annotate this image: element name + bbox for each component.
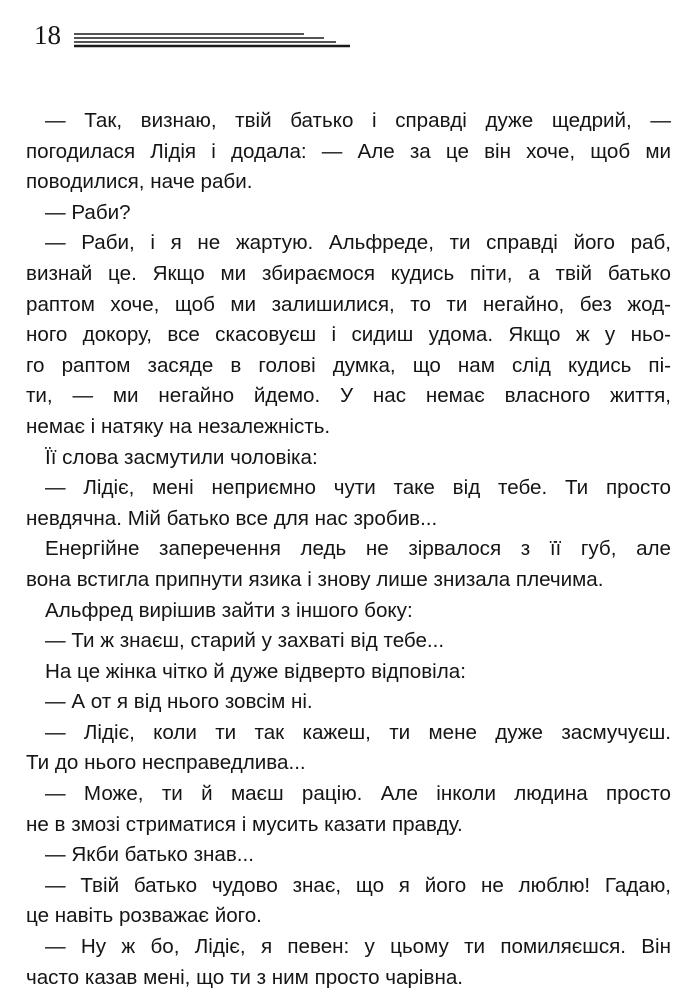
text-line: невдячна. Мій батько все для нас зробив... <box>26 506 438 530</box>
text-line: — Ну ж бо, Лідіє, я певен: у цьому ти помиляєшся. Він <box>45 935 671 959</box>
text-line: це навіть розважає його. <box>26 904 262 928</box>
text-line: часто казав мені, що ти з ним просто чарівна. <box>26 965 463 989</box>
text-line: — Лідіє, мені неприємно чути таке від тебе. Ти просто <box>45 476 671 500</box>
text-line: — Раби? <box>45 200 131 224</box>
text-line: — Лідіє, коли ти так кажеш, ти мене дуже засмучуєш. <box>45 720 671 744</box>
text-line: Енергійне заперечення ледь не зірвалося з її губ, але <box>45 537 671 561</box>
page-number: 18 <box>34 20 61 50</box>
text-line: ного докору, все скасовуєш і сидиш удома. Якщо ж у ньо- <box>26 323 671 347</box>
text-line: Альфред вирішив зайти з іншого боку: <box>45 598 413 622</box>
text-line: не в змозі стриматися і мусить казати правду. <box>26 812 463 836</box>
text-line: визнай це. Якщо ми збираємося кудись піти, а твій батько <box>26 261 671 285</box>
text-line: раптом хоче, щоб ми залишилися, то ти негайно, без жод- <box>26 292 671 316</box>
text-line: — Якби батько знав... <box>45 843 254 867</box>
text-line: ти, — ми негайно йдемо. У нас немає власного життя, <box>26 384 671 408</box>
text-line: немає і натяку на незалежність. <box>26 414 331 438</box>
text-line: — Ти ж знаєш, старий у захваті від тебе... <box>45 629 445 653</box>
text-line: вона встигла припнути язика і знову лише знизала плечима. <box>26 567 604 591</box>
text-line: — Раби, і я не жартую. Альфреде, ти справді його раб, <box>45 231 671 255</box>
text-line: го раптом засяде в голові думка, що нам слід кудись пі- <box>26 353 671 377</box>
text-line: На це жінка чітко й дуже відверто відповіла: <box>45 659 466 683</box>
text-line: — А от я від нього зовсім ні. <box>45 690 313 714</box>
text-line: поводилися, наче раби. <box>26 170 253 194</box>
text-line: — Так, визнаю, твій батько і справді дуже щедрий, — <box>45 109 671 132</box>
header-rule <box>74 31 350 49</box>
text-line: — Твій батько чудово знає, що я його не люблю! Гадаю, <box>45 873 671 897</box>
text-line: погодилася Лідія і додала: — Але за це він хоче, щоб ми <box>26 139 671 163</box>
text-line: — Може, ти й маєш рацію. Але інколи людина просто <box>45 782 671 806</box>
text-line: Її слова засмутили чоловіка: <box>45 445 318 469</box>
text-line: Ти до нього несправедлива... <box>26 751 306 775</box>
page-text <box>26 106 671 993</box>
